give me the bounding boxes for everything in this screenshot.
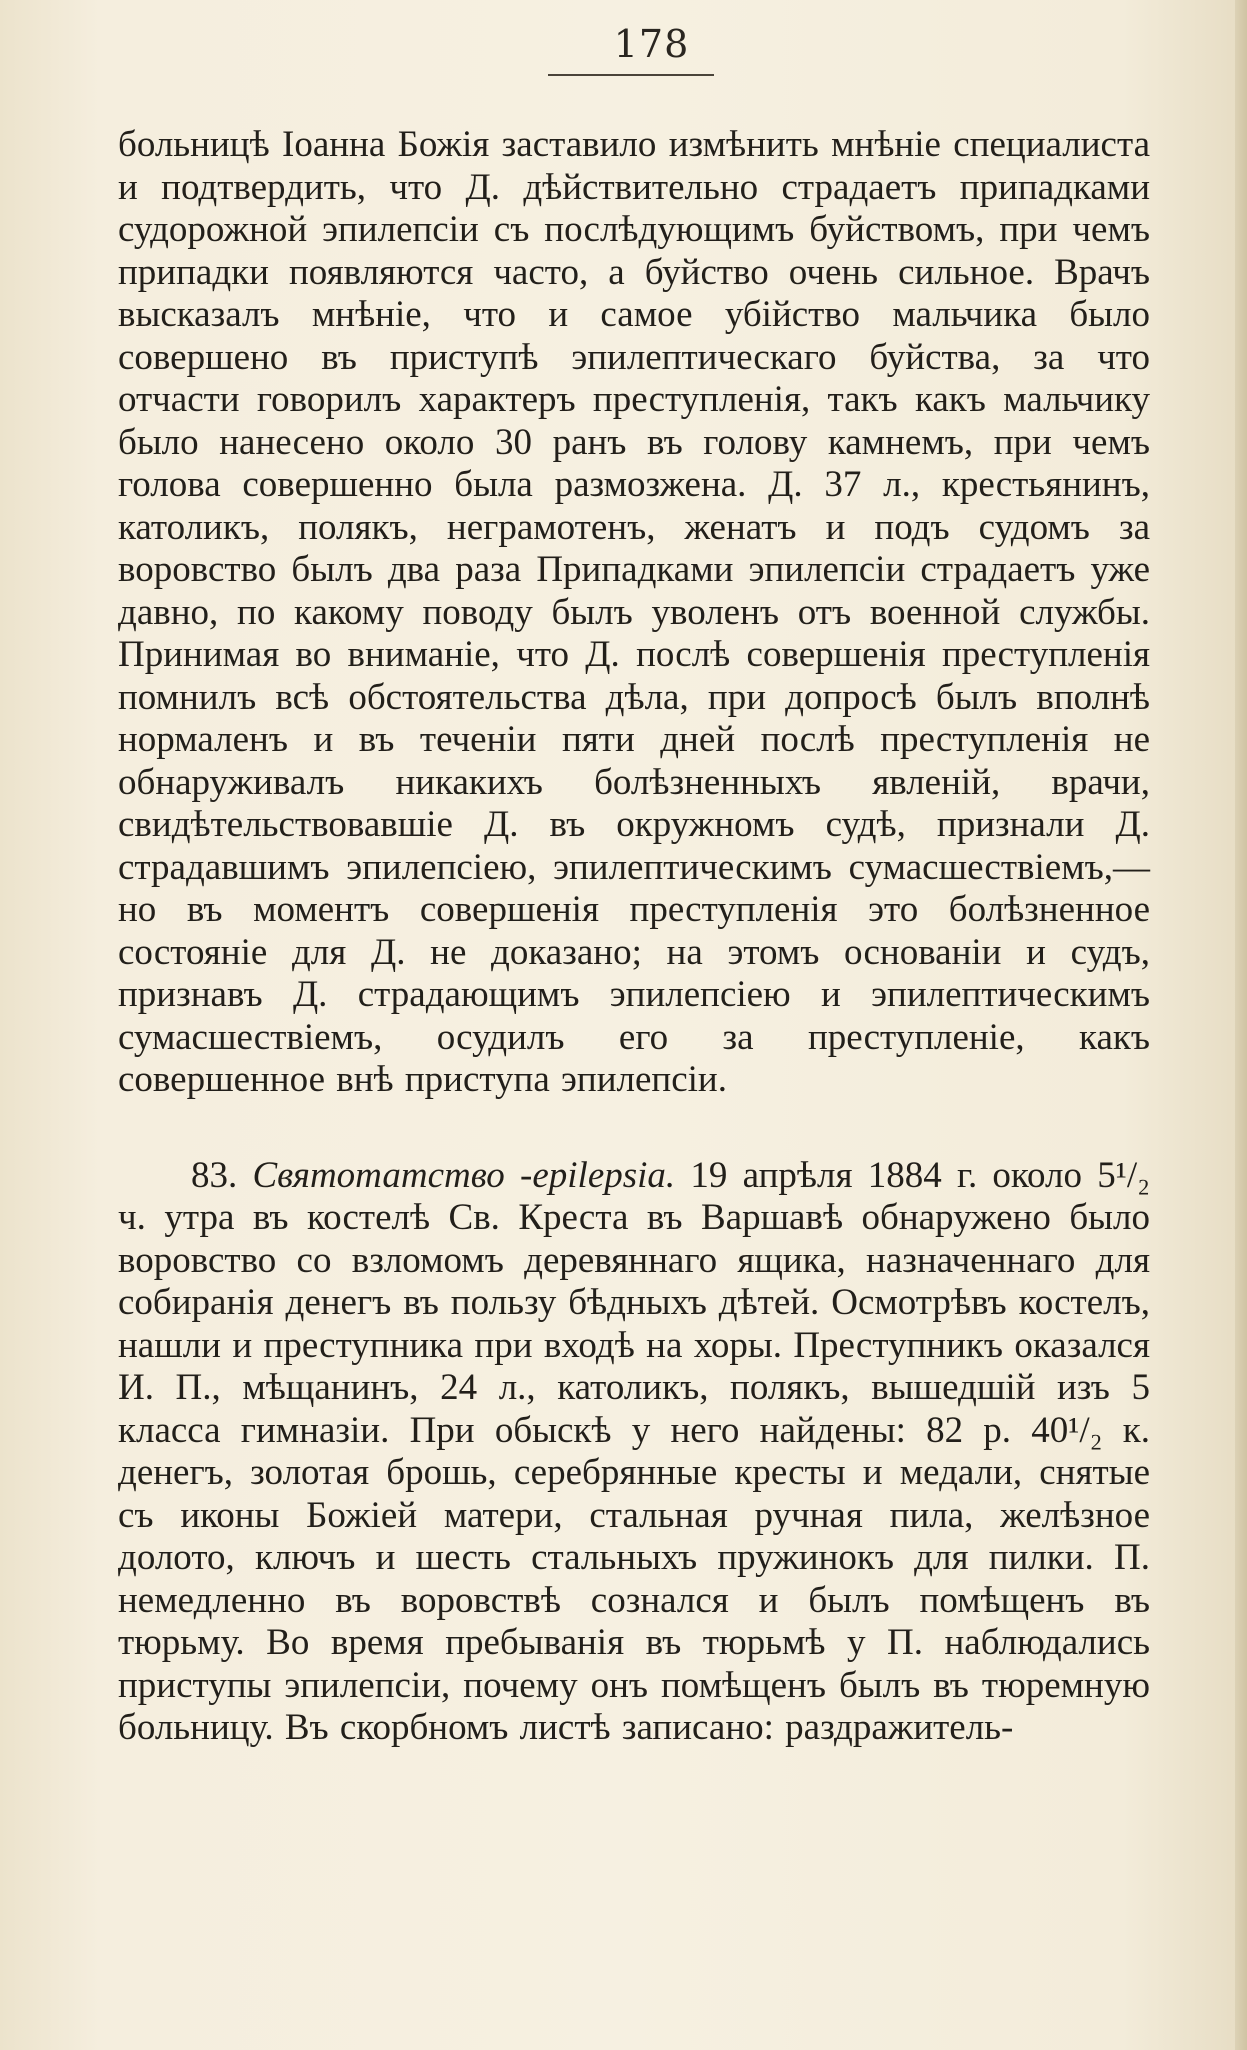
body-text [118, 124, 1150, 1750]
continuation-paragraph: больницѣ Іоанна Божія заставило измѣнить мнѣніе специалиста и подтвердить, что Д. дѣйствительно страдаетъ припадками судорожной эпилепсіи съ послѣдующимъ буйствомъ, при чемъ припадки появляются часто, а буйство очень сильное. Врачъ высказалъ мнѣніе, что и самое убійство мальчика было совершено въ приступѣ эпилептическаго буйства, за что отчасти говорилъ характеръ преступленія, такъ какъ мальчику было нанесено около 30 ранъ въ голову камнемъ, при чемъ голова совершенно была размозжена. Д. 37 л., крестьянинъ, католикъ, полякъ, неграмотенъ, женатъ и подъ судомъ за воровство былъ два раза Припадками эпилепсіи страдаетъ уже давно, по какому поводу былъ уволенъ отъ военной службы. Принимая во вниманіе, что Д. послѣ совершенія преступленія помнилъ всѣ обстоятельства дѣла, при допросѣ былъ вполнѣ нормаленъ и въ теченіи пяти дней послѣ преступленія не обнаруживалъ никакихъ болѣзненныхъ явленій, врачи, свидѣтельствовавшіе Д. въ окружномъ судѣ, признали Д. страдавшимъ эпилепсіею, эпилептическимъ сумасшествіемъ,—но въ моментъ совершенія преступленія это болѣзненное состояніе для Д. не доказано; на этомъ основаніи и судъ, признавъ Д. страдающимъ эпилепсіею и эпилептическимъ сумасшествіемъ, осудилъ его за преступленіе, какъ совершенное внѣ приступа эпилепсіи. [118, 124, 1150, 1100]
page-edge [1235, 0, 1247, 2050]
page-number: 178 [613, 22, 690, 66]
case-text: 19 апрѣля 1884 г. около 5¹/₂ ч. утра въ костелѣ Св. Креста въ Варшавѣ обнаружено было воровство со взломомъ деревяннаго ящика, назначеннаго для собиранія денегъ въ пользу бѣдныхъ дѣтей. Осмотрѣвъ костелъ, нашли и преступника при входѣ на хоры. Преступникъ оказался И. П., мѣщанинъ, 24 л., католикъ, полякъ, вышедшій изъ 5 класса гимназіи. При обыскѣ у него найдены: 82 р. 40¹/₂ к. денегъ, золотая брошь, серебрянные кресты и медали, снятые съ иконы Божіей матери, стальная ручная пила, желѣзное долото, ключъ и шесть стальныхъ пружинокъ для пилки. П. немедленно въ воровствѣ сознался и былъ помѣщенъ въ тюрьму. Во время пребыванія въ тюрьмѣ у П. наблюдались приступы эпилепсіи, почему онъ помѣщенъ былъ въ тюремную больницу. Въ скорбномъ листѣ записано: раздражитель- [118, 1154, 1151, 1748]
header-rule [548, 74, 714, 76]
page-header [0, 22, 1247, 66]
case-title: Святотатство -epilepsia. [252, 1154, 676, 1196]
case-number: 83. [191, 1154, 238, 1196]
case-83-paragraph [118, 1155, 1150, 1750]
